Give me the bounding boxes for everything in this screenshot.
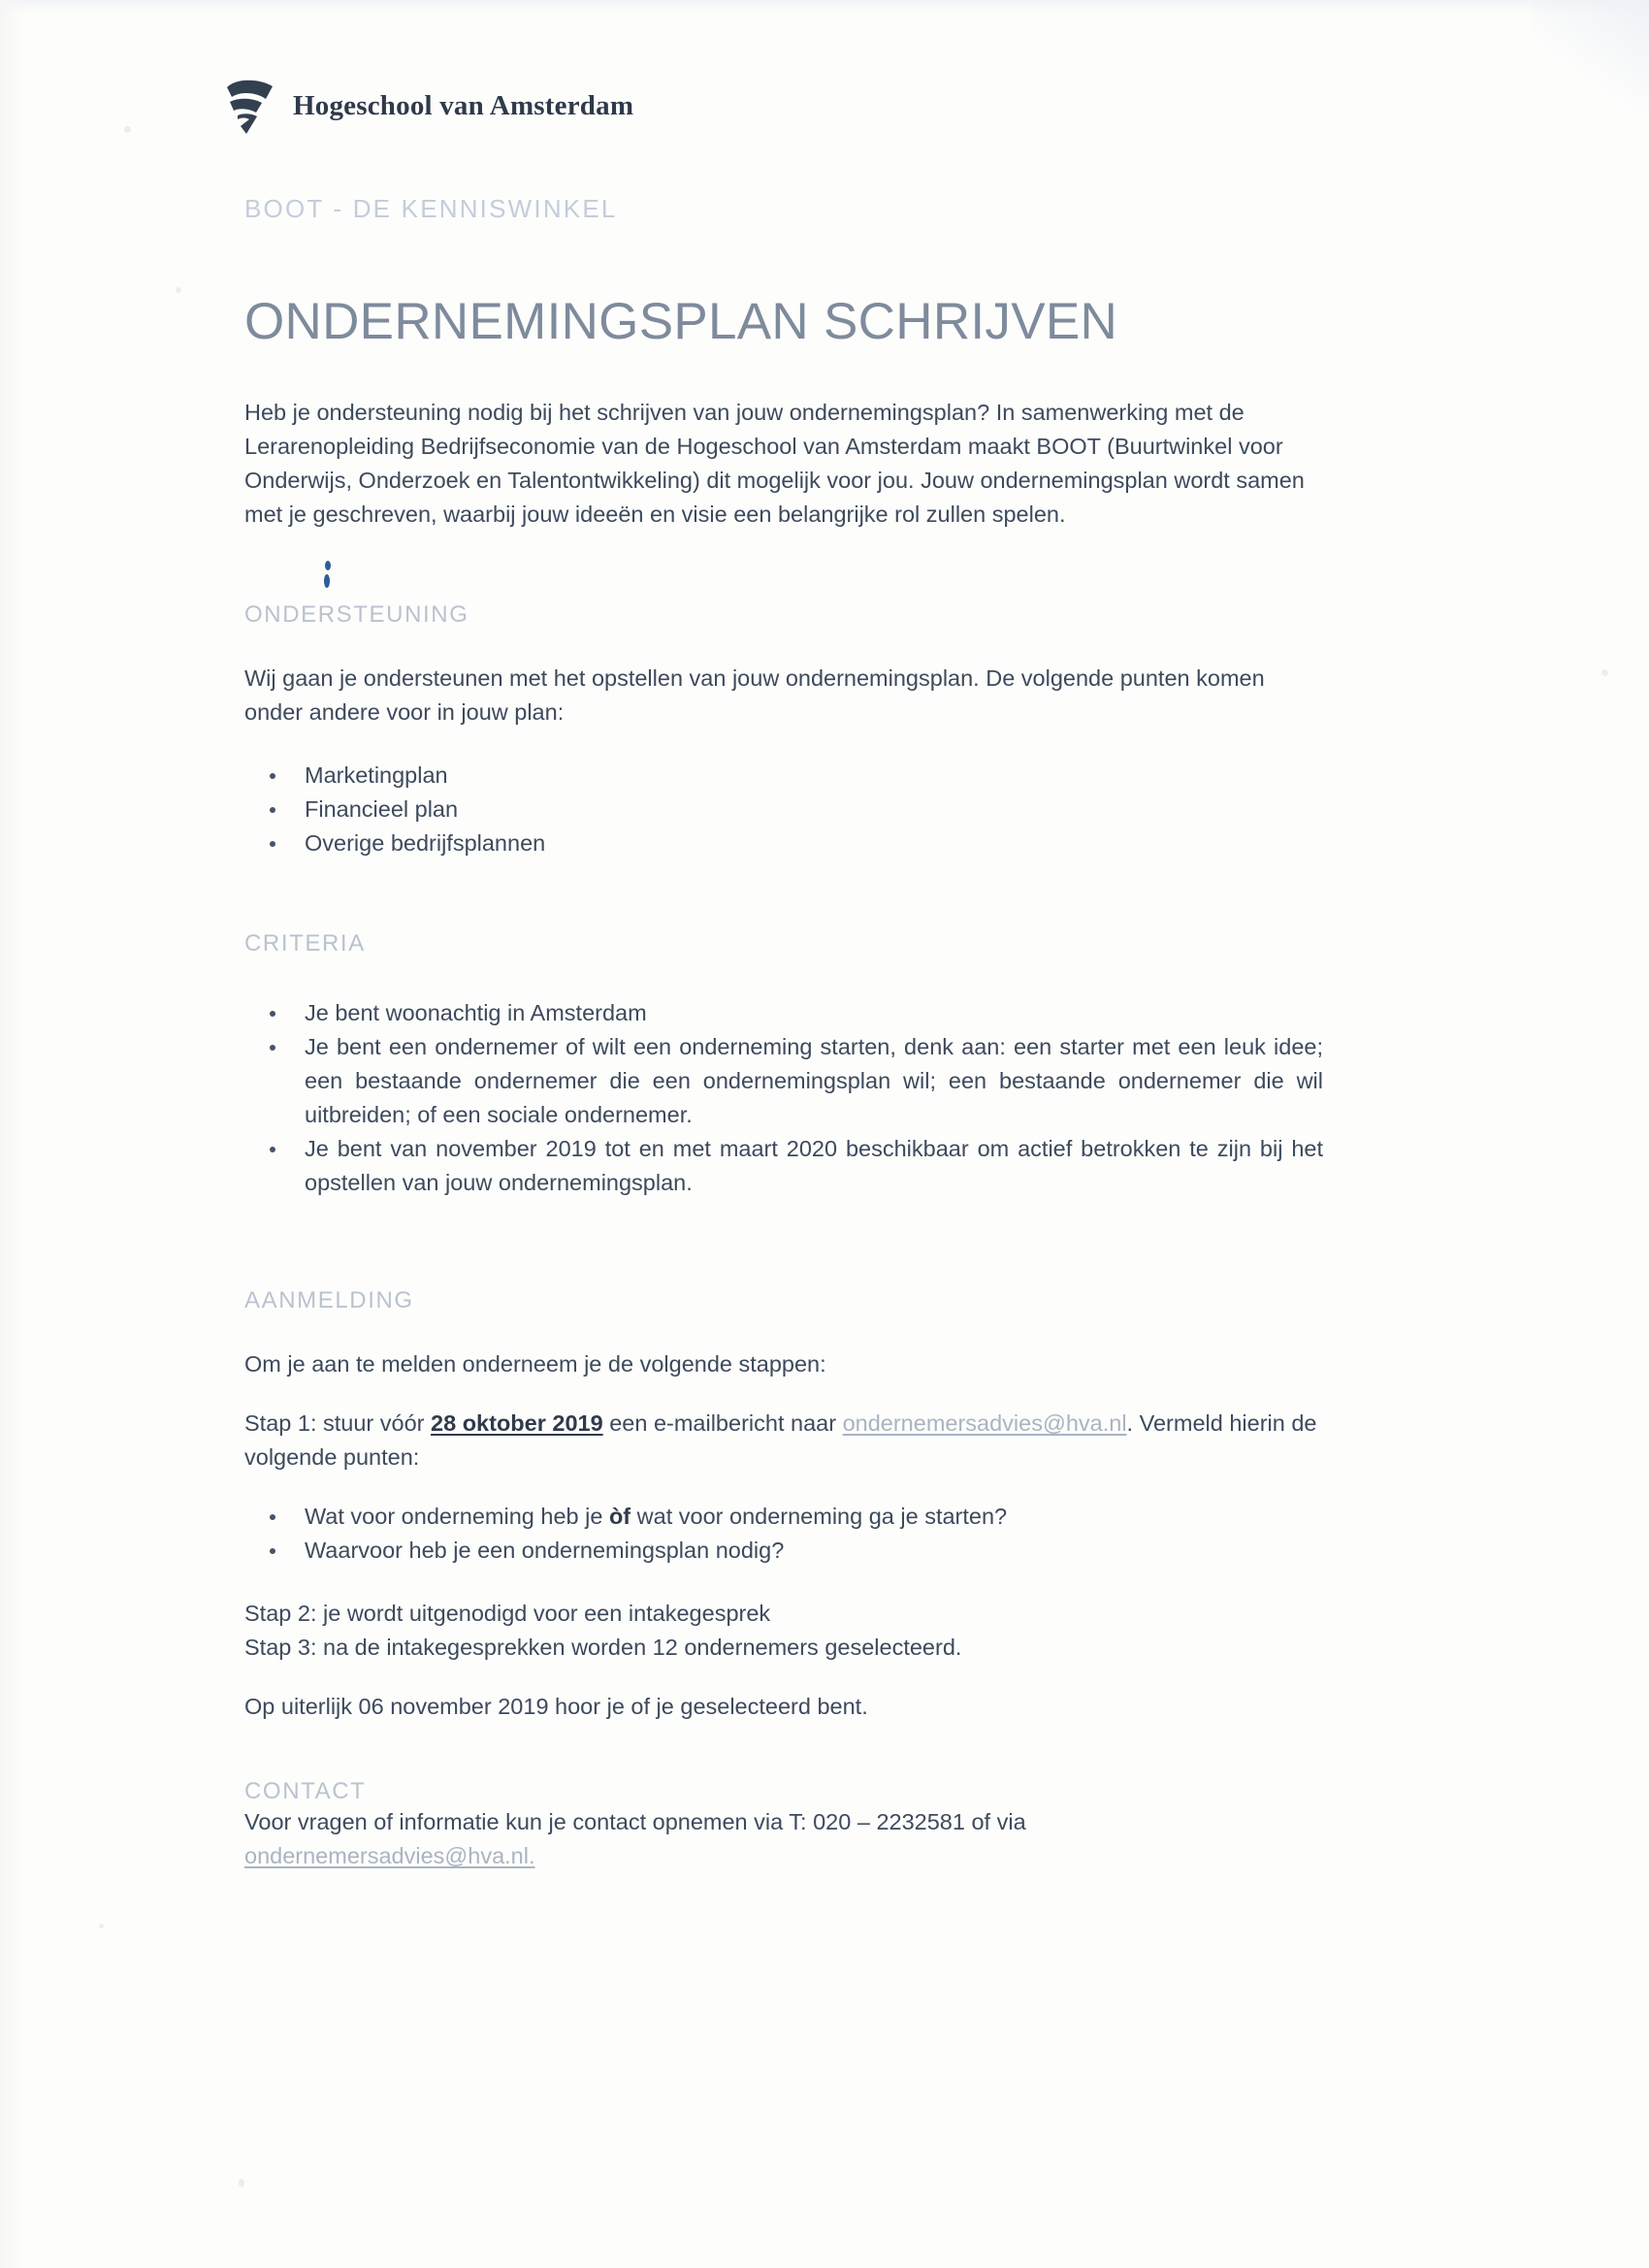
page-title: ONDERNEMINGSPLAN SCHRIJVEN — [244, 293, 1118, 350]
ondersteuning-bullet-list — [244, 759, 1323, 860]
hva-bird-logo-icon — [221, 76, 277, 136]
step1-prefix: Stap 1: stuur vóór — [244, 1410, 432, 1436]
list-item — [244, 1500, 1323, 1534]
scan-edge-artifact-left — [0, 0, 25, 2268]
aanmelding-question-list — [244, 1500, 1323, 1568]
list-item: Overige bedrijfsplannen — [244, 826, 1323, 860]
list-item: Je bent van november 2019 tot en met maart 2020 beschikbaar om actief betrokken te zijn bij het opstellen van jouw ondernemingsplan. — [244, 1132, 1323, 1200]
aanmelding-outcome: Op uiterlijk 06 november 2019 hoor je of je geselecteerd bent. — [244, 1694, 868, 1719]
section-heading-contact: CONTACT — [244, 1778, 367, 1804]
email-link-contact[interactable]: ondernemersadvies@hva.nl. — [244, 1843, 535, 1868]
step1-suffix: . Vermeld hierin de volgende punten: — [244, 1410, 1317, 1470]
section-heading-aanmelding: AANMELDING — [244, 1287, 414, 1313]
email-link-step1[interactable]: ondernemersadvies@hva.nl — [842, 1410, 1127, 1436]
aanmelding-intro: Om je aan te melden onderneem je de volgende stappen: — [244, 1351, 826, 1377]
criteria-bullet-list — [244, 996, 1323, 1200]
aanmelding-step-1 — [244, 1407, 1323, 1474]
list-item: Je bent woonachtig in Amsterdam — [244, 996, 1323, 1030]
step1-middle: een e-mailbericht naar — [602, 1410, 843, 1436]
scan-speck — [99, 1924, 104, 1928]
scan-speck — [176, 287, 181, 293]
contact-suffix: of via — [964, 1809, 1026, 1834]
contact-prefix: Voor vragen of informatie kun je contact opnemen via T: 020 — [244, 1809, 857, 1834]
list-item: Je bent een ondernemer of wilt een onderneming starten, denk aan: een starter met een leuk idee; een bestaande ondernemer die een ondernemingsplan wil; een bestaande ondernemer die wil uitbreiden; of een sociale ondernemer. — [244, 1030, 1323, 1132]
contact-email-line — [244, 1839, 1323, 1873]
list-item: Marketingplan — [244, 759, 1323, 793]
section-heading-ondersteuning: ONDERSTEUNING — [244, 601, 469, 628]
aanmelding-step-2: Stap 2: je wordt uitgenodigd voor een intakegesprek — [244, 1601, 771, 1626]
scan-speck — [1601, 669, 1608, 676]
contact-phone: – 2232581 — [857, 1809, 965, 1834]
aanmelding-step-3: Stap 3: na de intakegesprekken worden 12 ondernemers geselecteerd. — [244, 1635, 962, 1660]
document-header — [221, 76, 633, 136]
section-heading-criteria: CRITERIA — [244, 930, 366, 956]
list-item: Financieel plan — [244, 793, 1323, 826]
question-text-before: Waarvoor heb je een ondernemingsplan nodig? — [305, 1538, 785, 1563]
step1-deadline: 28 oktober 2019 — [431, 1410, 603, 1436]
ondersteuning-paragraph: Wij gaan je ondersteunen met het opstellen van jouw ondernemingsplan. De volgende punten komen onder andere voor in jouw plan: — [244, 665, 1265, 725]
contact-line — [244, 1805, 1323, 1839]
question-text-after: wat voor onderneming ga je starten? — [630, 1504, 1008, 1529]
document-eyebrow: BOOT - DE KENNISWINKEL — [244, 194, 618, 223]
scan-edge-artifact-top — [0, 0, 1649, 14]
scan-speck — [239, 2179, 244, 2187]
scan-edge-artifact-corner — [1533, 0, 1649, 116]
intro-paragraph: Heb je ondersteuning nodig bij het schrijven van jouw ondernemingsplan? In samenwerking met de Lerarenopleiding Bedrijfseconomie van de Hogeschool van Amsterdam maakt BOOT (Buurtwinkel voor Onderwijs, Onderzoek en Talentontwikkeling) dit mogelijk voor jou. Jouw ondernemingsplan wordt samen met je geschreven, waarbij jouw ideeën en visie een belangrijke rol zullen spelen. — [244, 400, 1305, 527]
question-emphasis: òf — [608, 1504, 631, 1529]
scan-speck — [124, 126, 131, 133]
list-item — [244, 1534, 1323, 1568]
document-body — [244, 194, 1323, 1873]
organisation-name: Hogeschool van Amsterdam — [293, 89, 634, 121]
question-text-before: Wat voor onderneming heb je — [305, 1504, 609, 1529]
